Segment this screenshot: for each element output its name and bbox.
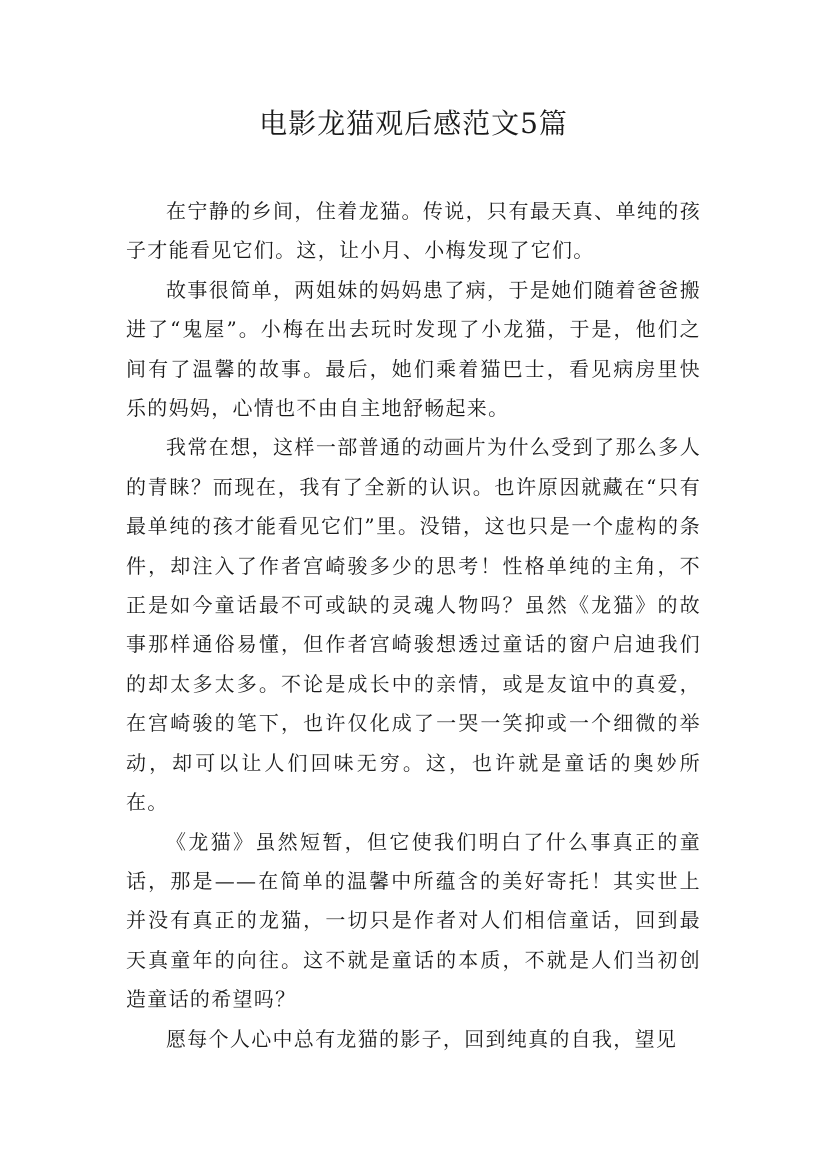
paragraph-1: 在宁静的乡间，住着龙猫。传说，只有最天真、单纯的孩子才能看见它们。这，让小月、小梅发现了它们。 (126, 199, 701, 263)
paragraph-4: 《龙猫》虽然短暂，但它使我们明白了什么事真正的童话，那是——在简单的温馨中所蕴含的美好寄托！其实世上并没有真正的龙猫，一切只是作者对人们相信童话，回到最天真童年的向往。这不就是童话的本质，不就是人们当初创造童话的希望吗？ (126, 829, 701, 1012)
document-body (126, 192, 701, 1059)
document-title: 电影龙猫观后感范文5篇 (259, 107, 568, 140)
paragraph-3: 我常在想，这样一部普通的动画片为什么受到了那么多人的青睐？而现在，我有了全新的认识。也许原因就藏在“只有最单纯的孩才能看见它们”里。没错，这也只是一个虚构的条件，却注入了作者宫崎骏多少的思考！性格单纯的主角，不正是如今童话最不可或缺的灵魂人物吗？虽然《龙猫》的故事那样通俗易懂，但作者宫崎骏想透过童话的窗户启迪我们的却太多太多。不论是成长中的亲情，或是友谊中的真爱，在宫崎骏的笔下，也许仅化成了一哭一笑抑或一个细微的举动，却可以让人们回味无穷。这，也许就是童话的奥妙所在。 (126, 435, 701, 815)
paragraph-2: 故事很简单，两姐妹的妈妈患了病，于是她们随着爸爸搬进了“鬼屋”。小梅在出去玩时发现了小龙猫，于是，他们之间有了温馨的故事。最后，她们乘着猫巴士，看见病房里快乐的妈妈，心情也不由自主地舒畅起来。 (126, 277, 701, 421)
paragraph-5: 愿每个人心中总有龙猫的影子，回到纯真的自我，望见 (166, 1026, 678, 1051)
